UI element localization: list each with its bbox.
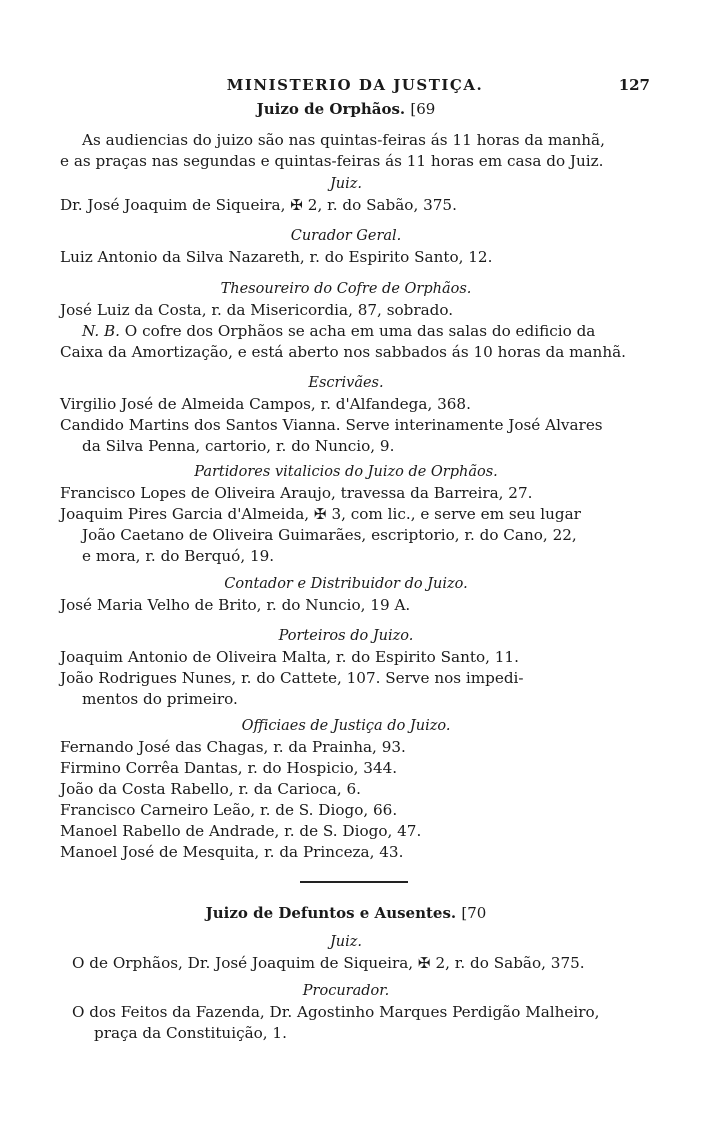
juiz-heading: Juiz. <box>329 176 363 192</box>
porteiros-block <box>60 628 632 710</box>
curador-block <box>60 228 632 268</box>
page-header <box>60 76 650 98</box>
partidor-entry-2-cont-2: e mora, r. do Berquó, 19. <box>82 547 275 565</box>
nb-line-2: Caixa da Amortização, e está aberto nos sabbados ás 10 horas da manhã. <box>60 343 626 361</box>
escrivaes-block <box>60 375 632 457</box>
contador-block <box>60 576 632 616</box>
official-entry-2: Firmino Corrêa Dantas, r. do Hospicio, 344. <box>60 759 398 777</box>
juiz-entry: Dr. José Joaquim de Siqueira, ✠ 2, r. do Sabão, 375. <box>60 196 457 214</box>
porteiro-entry-2-cont: mentos do primeiro. <box>82 690 238 708</box>
procurador-block <box>60 983 632 1044</box>
juiz-block <box>60 176 632 216</box>
official-entry-5: Manoel Rabello de Andrade, r. de S. Diogo, 47. <box>60 822 422 840</box>
official-entry-1: Fernando José das Chagas, r. da Prainha, 93. <box>60 738 406 756</box>
page-number: 127 <box>618 76 650 94</box>
section2-juiz-block <box>60 934 632 974</box>
section-juizo-defuntos <box>60 904 632 922</box>
partidores-block <box>60 464 632 567</box>
contador-heading: Contador e Distribuidor do Juizo. <box>224 576 468 592</box>
porteiros-heading: Porteiros do Juizo. <box>278 628 414 644</box>
thesoureiro-entry: José Luiz da Costa, r. da Misericordia, 87, sobrado. <box>60 301 454 319</box>
curador-entry: Luiz Antonio da Silva Nazareth, r. do Espirito Santo, 12. <box>60 248 493 266</box>
official-entry-6: Manoel José de Mesquita, r. da Princeza, 43. <box>60 843 404 861</box>
intro-line-1: As audiencias do juizo são nas quintas-feiras ás 11 horas da manhã, <box>82 131 605 149</box>
porteiro-entry-2: João Rodrigues Nunes, r. do Cattete, 107. Serve nos impedi- <box>60 669 524 687</box>
ministry-title: MINISTERIO DA JUSTIÇA. <box>226 76 484 94</box>
escrivao-entry-2-cont: da Silva Penna, cartorio, r. do Nuncio, 9. <box>82 437 395 455</box>
officiaes-heading: Officiaes de Justiça do Juizo. <box>241 718 451 734</box>
escrivaes-heading: Escrivães. <box>308 375 384 391</box>
contador-entry: José Maria Velho de Brito, r. do Nuncio, 19 A. <box>60 596 411 614</box>
procurador-entry: O dos Feitos da Fazenda, Dr. Agostinho Marques Perdigão Malheiro, <box>72 1003 600 1021</box>
section2-ref: [70 <box>461 904 487 922</box>
official-entry-4: Francisco Carneiro Leão, r. de S. Diogo, 66. <box>60 801 398 819</box>
section-title: Juizo de Orphãos. [69 <box>256 100 436 118</box>
section-divider <box>300 881 408 883</box>
thesoureiro-block <box>60 281 632 363</box>
section2-title: Juizo de Defuntos e Ausentes. [70 <box>205 904 487 922</box>
procurador-heading: Procurador. <box>302 983 390 999</box>
thesoureiro-heading: Thesoureiro do Cofre de Orphãos. <box>220 281 472 297</box>
porteiro-entry-1: Joaquim Antonio de Oliveira Malta, r. do Espirito Santo, 11. <box>60 648 519 666</box>
section-juizo-orphaos <box>60 100 632 118</box>
intro-paragraph <box>60 130 632 172</box>
section-ref: [69 <box>410 100 436 118</box>
escrivao-entry-2: Candido Martins dos Santos Vianna. Serve interinamente José Alvares <box>60 416 603 434</box>
officiaes-block <box>60 718 632 863</box>
partidor-entry-2-cont: João Caetano de Oliveira Guimarães, escriptorio, r. do Cano, 22, <box>82 526 577 544</box>
section2-juiz-heading: Juiz. <box>329 934 363 950</box>
intro-line-2: e as praças nas segundas e quintas-feiras ás 11 horas em casa do Juiz. <box>60 152 604 170</box>
section2-juiz-entry: O de Orphãos, Dr. José Joaquim de Siqueira, ✠ 2, r. do Sabão, 375. <box>72 954 585 972</box>
partidor-entry-2: Joaquim Pires Garcia d'Almeida, ✠ 3, com lic., e serve em seu lugar <box>60 505 581 523</box>
curador-heading: Curador Geral. <box>290 228 402 244</box>
procurador-entry-cont: praça da Constituição, 1. <box>94 1024 287 1042</box>
nb-label: N. B. <box>82 322 120 340</box>
official-entry-3: João da Costa Rabello, r. da Carioca, 6. <box>60 780 361 798</box>
nb-line-1: N. B. O cofre dos Orphãos se acha em uma das salas do edificio da <box>82 322 596 340</box>
partidores-heading: Partidores vitalicios do Juizo de Orphãos. <box>194 464 498 480</box>
partidor-entry-1: Francisco Lopes de Oliveira Araujo, travessa da Barreira, 27. <box>60 484 533 502</box>
escrivao-entry-1: Virgilio José de Almeida Campos, r. d'Alfandega, 368. <box>60 395 471 413</box>
